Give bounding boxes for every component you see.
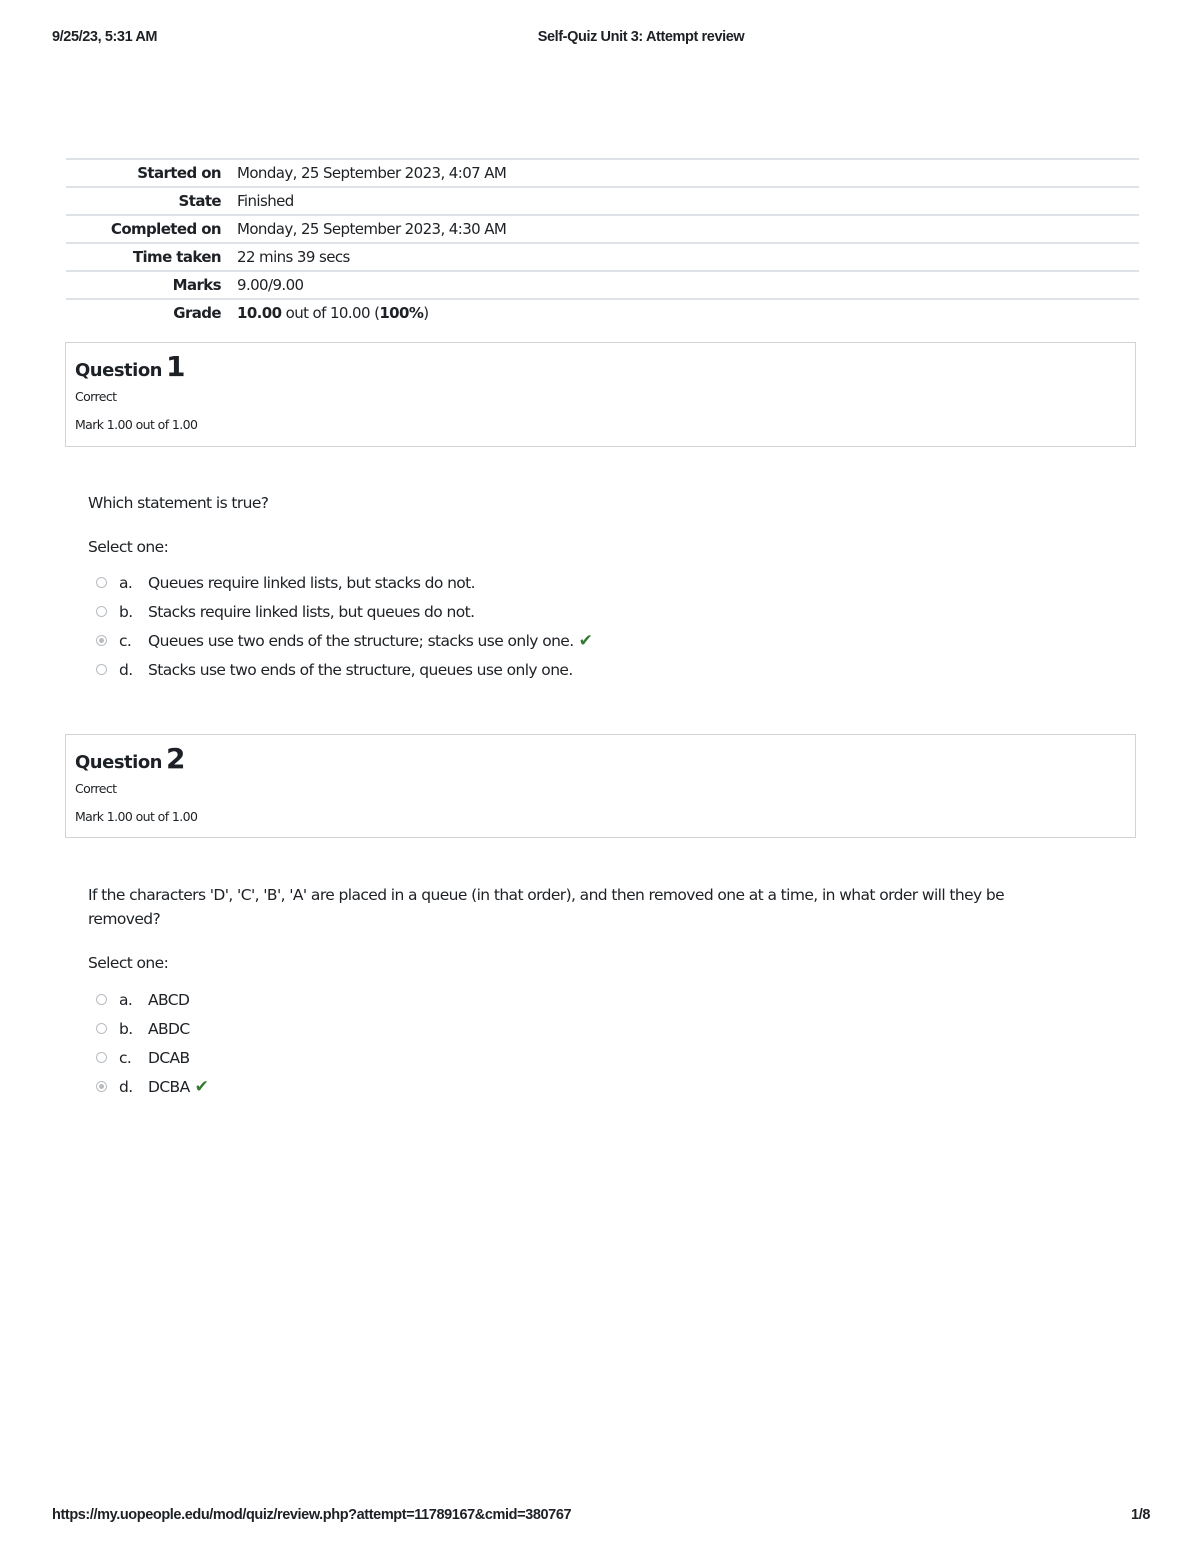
summary-label: Started on: [66, 159, 237, 187]
answer-letter: d.: [119, 1077, 133, 1096]
radio-icon[interactable]: [96, 994, 107, 1005]
summary-row-grade: [66, 299, 1139, 326]
grade-value: [237, 299, 1139, 326]
answer-text: DCBA: [148, 1077, 190, 1096]
grade-score: 10.00: [237, 304, 282, 322]
answer-text: Stacks use two ends of the structure, queues use only one.: [148, 660, 573, 679]
question-number-value: 1: [166, 350, 185, 383]
summary-value: Monday, 25 September 2023, 4:30 AM: [237, 215, 1139, 243]
question-number-value: 2: [166, 742, 185, 775]
grade-close: ): [423, 304, 429, 322]
radio-checked-icon[interactable]: [96, 1081, 107, 1092]
page-number: 1/8: [1131, 1507, 1150, 1523]
summary-label: Time taken: [66, 243, 237, 271]
summary-value: 9.00/9.00: [237, 271, 1139, 299]
question-2-answers: [96, 985, 208, 1101]
summary-row: [66, 271, 1139, 299]
summary-label: Marks: [66, 271, 237, 299]
answer-letter: a.: [119, 573, 133, 592]
answer-option-selected[interactable]: [96, 626, 592, 655]
summary-row: [66, 243, 1139, 271]
answer-text: Queues use two ends of the structure; stacks use only one.: [148, 631, 574, 650]
question-1-info: [65, 342, 1136, 447]
question-1-prompt: Select one:: [88, 538, 169, 556]
grade-label: Grade: [66, 299, 237, 326]
answer-letter: b.: [119, 602, 133, 621]
summary-label: Completed on: [66, 215, 237, 243]
print-date: 9/25/23, 5:31 AM: [52, 29, 158, 45]
check-icon: ✔: [578, 630, 593, 651]
summary-row: [66, 215, 1139, 243]
radio-icon[interactable]: [96, 606, 107, 617]
question-2-prompt: Select one:: [88, 954, 169, 972]
question-heading: Question: [75, 752, 162, 773]
answer-option[interactable]: [96, 597, 592, 626]
summary-value: Monday, 25 September 2023, 4:07 AM: [237, 159, 1139, 187]
answer-text: DCAB: [148, 1048, 190, 1067]
answer-letter: c.: [119, 1048, 132, 1067]
summary-label: State: [66, 187, 237, 215]
question-heading: Question: [75, 360, 162, 381]
question-mark: Mark 1.00 out of 1.00: [75, 417, 198, 432]
question-2-info: [65, 734, 1136, 838]
answer-text: Stacks require linked lists, but queues do not.: [148, 602, 475, 621]
radio-icon[interactable]: [96, 577, 107, 588]
grade-out-of: out of 10.00 (: [281, 304, 380, 322]
answer-option-selected[interactable]: [96, 1072, 208, 1101]
attempt-summary-table: [66, 158, 1139, 326]
question-1-answers: [96, 568, 592, 684]
summary-value: Finished: [237, 187, 1139, 215]
answer-text: Queues require linked lists, but stacks do not.: [148, 573, 475, 592]
radio-icon[interactable]: [96, 1023, 107, 1034]
summary-value: 22 mins 39 secs: [237, 243, 1139, 271]
radio-icon[interactable]: [96, 1052, 107, 1063]
answer-letter: c.: [119, 631, 132, 650]
answer-letter: b.: [119, 1019, 133, 1038]
answer-option[interactable]: [96, 655, 592, 684]
print-footer: [52, 1507, 1150, 1527]
grade-percent: 100%: [379, 304, 424, 322]
answer-option[interactable]: [96, 985, 208, 1014]
radio-icon[interactable]: [96, 664, 107, 675]
answer-option[interactable]: [96, 1014, 208, 1043]
question-state: Correct: [75, 781, 117, 796]
answer-option[interactable]: [96, 568, 592, 597]
question-number: [75, 351, 1126, 383]
summary-row: [66, 187, 1139, 215]
question-mark: Mark 1.00 out of 1.00: [75, 809, 198, 824]
question-number: [75, 743, 1126, 775]
summary-row: [66, 159, 1139, 187]
question-2-text: If the characters 'D', 'C', 'B', 'A' are placed in a queue (in that order), and then removed one at a time, in what order will they be removed?: [88, 886, 1005, 928]
answer-text: ABDC: [148, 1019, 190, 1038]
print-title: Self-Quiz Unit 3: Attempt review: [537, 29, 745, 45]
answer-text: ABCD: [148, 990, 190, 1009]
radio-checked-icon[interactable]: [96, 635, 107, 646]
question-state: Correct: [75, 389, 117, 404]
question-1-text: Which statement is true?: [88, 494, 269, 512]
answer-letter: a.: [119, 990, 133, 1009]
answer-letter: d.: [119, 660, 133, 679]
check-icon: ✔: [194, 1076, 209, 1097]
print-header: [52, 29, 1150, 49]
answer-option[interactable]: [96, 1043, 208, 1072]
print-url: https://my.uopeople.edu/mod/quiz/review.php?attempt=11789167&cmid=380767: [52, 1507, 572, 1523]
